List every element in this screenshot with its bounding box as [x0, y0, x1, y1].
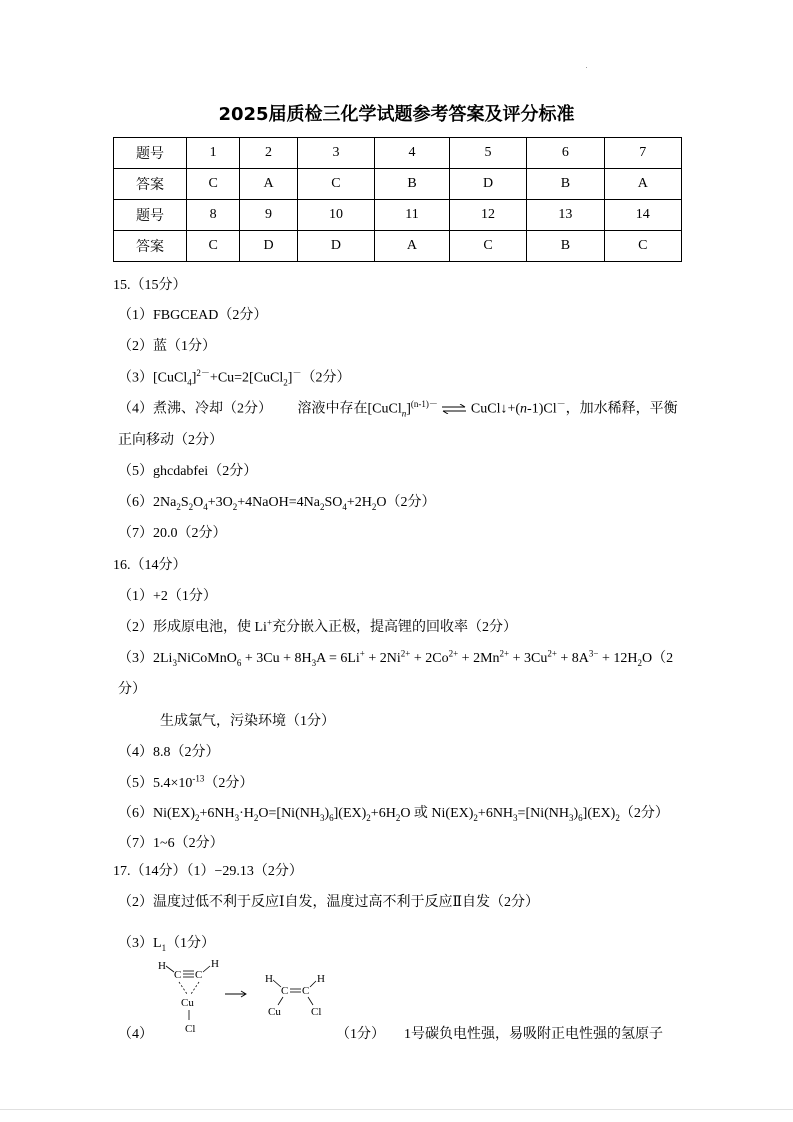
table-cell: B	[527, 231, 604, 262]
q17-part2: （2）温度过低不利于反应Ⅰ自发，温度过高不利于反应Ⅱ自发（2分）	[118, 895, 540, 910]
text-run: ]	[287, 370, 293, 386]
q15-part7: （7）20.0（2分）	[118, 526, 227, 541]
text-run: （5）5.4×10	[118, 776, 193, 791]
atom-label: Cu	[268, 1006, 281, 1018]
text-run: 2	[615, 812, 620, 823]
atom-label: C	[281, 985, 289, 997]
atom-label: C	[174, 969, 182, 981]
text-run: 充分嵌入正极，提高锂的回收率（2分）	[272, 620, 518, 635]
table-cell: C	[604, 231, 681, 262]
text-run: （6）Ni(EX)	[118, 806, 195, 821]
text-run: +6NH	[477, 806, 514, 821]
text-run: O=[Ni(NH	[258, 806, 320, 821]
q17-part3	[118, 932, 215, 953]
atom-label: H	[158, 960, 166, 972]
text-run: 3−	[588, 648, 599, 659]
text-run: 2－	[196, 368, 210, 378]
q15-heading: 15.（15分）	[113, 278, 187, 293]
text-run: 4	[203, 501, 208, 512]
text-run: 2	[195, 812, 200, 823]
table-cell: 答案	[114, 231, 187, 262]
text-run: （2分）	[204, 776, 254, 791]
table-cell: D	[297, 231, 374, 262]
table-cell: 答案	[114, 169, 187, 200]
text-run: 3	[319, 812, 325, 823]
atom-label: H	[211, 958, 219, 970]
text-run: S	[180, 495, 189, 510]
q15-part1: （1）FBGCEAD（2分）	[118, 308, 268, 323]
table-cell: A	[240, 169, 297, 200]
text-run: 6	[329, 812, 334, 823]
q16-part7: （7）1~6（2分）	[118, 836, 224, 851]
text-run: CuCl↓+(	[470, 401, 521, 417]
table-cell: 13	[527, 200, 604, 231]
q16-heading: 16.（14分）	[113, 558, 187, 573]
text-run: +Cu=2[CuCl	[209, 370, 284, 386]
text-run: (n-1)－	[410, 399, 438, 409]
table-cell: C	[297, 169, 374, 200]
text-run: +2H	[346, 495, 372, 510]
text-run: （3）L	[118, 936, 162, 951]
table-cell: 10	[297, 200, 374, 231]
text-run: （2）形成原电池，使 Li	[118, 620, 267, 635]
text-run: ](EX)	[582, 806, 616, 821]
text-run: O（2	[642, 651, 674, 666]
text-run: =[Ni(NH	[517, 806, 569, 821]
q16-part1: （1）+2（1分）	[118, 589, 217, 604]
q16-part5	[118, 772, 253, 792]
q15-part3	[118, 366, 350, 387]
text-run: + 3Cu + 8H	[241, 651, 312, 666]
atom-label: H	[265, 973, 273, 985]
text-run: -1)Cl	[527, 401, 557, 417]
adsorption-structure-diagram	[150, 952, 350, 1042]
text-run: 2+	[448, 648, 459, 659]
text-run: + 8A	[556, 651, 589, 666]
q16-part4: （4）8.8（2分）	[118, 745, 220, 760]
text-run: ](EX)	[333, 806, 367, 821]
text-run: （2分）	[301, 370, 351, 386]
table-cell: C	[187, 231, 240, 262]
text-run: （6）2Na	[118, 495, 177, 510]
text-run: 6	[236, 657, 242, 668]
text-run: + 2Ni	[364, 651, 401, 666]
q15-part4-cont: 正向移动（2分）	[118, 433, 223, 448]
text-run: 3	[311, 657, 317, 668]
text-run: （3）[CuCl	[118, 370, 188, 386]
q16-part3	[118, 647, 673, 668]
text-run: 2	[473, 812, 478, 823]
text-run: ]	[191, 370, 197, 386]
text-run: －	[556, 399, 566, 409]
text-run: ·H	[239, 806, 254, 821]
q16-part3-note: 生成氯气，污染环境（1分）	[160, 714, 335, 729]
text-run: +6H	[370, 806, 396, 821]
table-cell: 14	[604, 200, 681, 231]
atom-label: Cl	[185, 1023, 196, 1035]
text-run: +	[266, 617, 273, 628]
q17-part4-score: （1分）	[336, 1027, 385, 1042]
text-run: ]	[406, 401, 411, 417]
text-run: 4	[187, 377, 192, 388]
corner-dot	[586, 67, 587, 68]
text-run: )	[324, 806, 330, 821]
text-run: +4NaOH=4Na	[237, 495, 320, 510]
answer-table	[113, 137, 682, 262]
table-row	[114, 231, 682, 262]
table-cell: 3	[297, 138, 374, 169]
text-run: 2+	[547, 648, 557, 659]
text-run: )	[573, 806, 579, 821]
text-run: n	[401, 408, 407, 419]
table-cell: 5	[449, 138, 526, 169]
text-run: O 或 Ni(EX)	[400, 806, 474, 821]
text-run: 2	[232, 501, 238, 512]
text-run: ，加水稀释，平衡	[565, 401, 678, 417]
table-cell: 1	[187, 138, 240, 169]
text-run: 2	[283, 377, 288, 388]
q15-part6	[118, 491, 435, 512]
atom-label: H	[317, 973, 325, 985]
text-run: 2+	[400, 648, 411, 659]
table-cell: 2	[240, 138, 297, 169]
table-cell: C	[449, 231, 526, 262]
text-run: 2	[366, 812, 371, 823]
text-run: -13	[192, 773, 205, 784]
text-run: SO	[324, 495, 343, 510]
text-run: 2+	[499, 648, 510, 659]
text-run: 2	[637, 657, 643, 668]
table-row	[114, 200, 682, 231]
table-cell: 7	[604, 138, 681, 169]
text-run: 3	[513, 812, 518, 823]
text-run: （2分）	[619, 806, 669, 821]
table-cell: B	[527, 169, 604, 200]
q16-part2	[118, 616, 517, 636]
q17-part4-label: （4）	[118, 1027, 153, 1042]
text-run: +	[359, 648, 365, 659]
equilibrium-arrow-icon	[441, 404, 467, 414]
table-cell: A	[375, 231, 450, 262]
text-run: + 3Cu	[509, 651, 548, 666]
text-run: （4）煮沸、冷却（2分）	[118, 401, 272, 417]
text-run: （3）2Li	[118, 651, 173, 666]
atom-label: Cu	[181, 997, 194, 1009]
atom-label: C	[302, 985, 310, 997]
atom-label: Cl	[311, 1006, 322, 1018]
table-cell: A	[604, 169, 681, 200]
q16-part3-cont: 分）	[118, 682, 146, 697]
q15-part4	[118, 397, 678, 418]
text-run: （1分）	[166, 936, 216, 951]
text-run: 2	[253, 812, 259, 823]
text-run: A = 6Li	[316, 651, 360, 666]
text-run: －	[292, 368, 302, 378]
text-run: +3O	[207, 495, 233, 510]
text-run: 溶液中存在[CuCl	[297, 401, 402, 417]
table-cell: 4	[375, 138, 450, 169]
table-row	[114, 138, 682, 169]
table-cell: C	[187, 169, 240, 200]
q16-part6	[118, 802, 669, 823]
q15-part5: （5）ghcdabfei（2分）	[118, 464, 258, 479]
text-run: +6NH	[199, 806, 235, 821]
text-run: + 2Co	[410, 651, 449, 666]
atom-label: C	[195, 969, 203, 981]
table-row	[114, 169, 682, 200]
q17-heading: 17.（14分）（1）−29.13（2分）	[113, 864, 303, 879]
text-run: 3	[172, 657, 177, 668]
page-bottom-divider	[0, 1109, 793, 1110]
text-run: 2	[188, 501, 194, 512]
q17-part4-text: 1号碳负电性强，易吸附正电性强的氢原子	[404, 1027, 663, 1042]
text-run: + 12H	[598, 651, 638, 666]
table-cell: D	[449, 169, 526, 200]
text-run: NiCoMnO	[176, 651, 237, 666]
text-run: n	[520, 401, 528, 417]
text-run: 2	[395, 812, 401, 823]
table-cell: 11	[375, 200, 450, 231]
text-run: 4	[342, 501, 347, 512]
table-cell: 6	[527, 138, 604, 169]
text-run: 3	[234, 812, 240, 823]
text-run: 1	[161, 942, 167, 953]
table-cell: D	[240, 231, 297, 262]
table-cell: 12	[449, 200, 526, 231]
table-cell: 题号	[114, 200, 187, 231]
text-run: 2	[371, 501, 377, 512]
table-cell: 8	[187, 200, 240, 231]
page-title: 2025届质检三化学试题参考答案及评分标准	[218, 104, 575, 125]
text-run: O（2分）	[376, 495, 436, 510]
table-cell: 题号	[114, 138, 187, 169]
text-run: 6	[578, 812, 583, 823]
text-run: 2	[319, 501, 325, 512]
text-run: 3	[569, 812, 574, 823]
text-run: + 2Mn	[458, 651, 500, 666]
text-run: 2	[176, 501, 181, 512]
q15-part2: （2）蓝（1分）	[118, 339, 216, 354]
text-run: O	[193, 495, 204, 510]
table-cell: B	[375, 169, 450, 200]
table-cell: 9	[240, 200, 297, 231]
